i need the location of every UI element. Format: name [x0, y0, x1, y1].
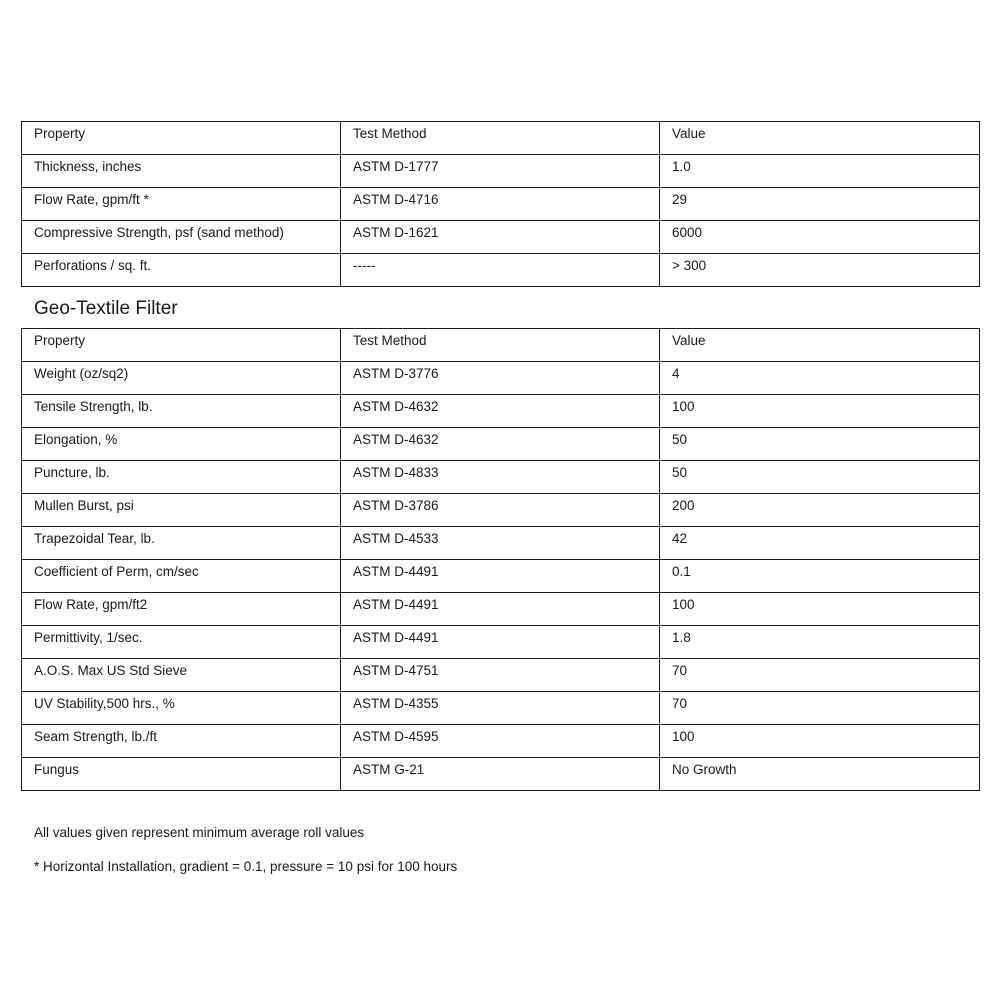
cell-test-method: ASTM D-3786: [341, 494, 660, 527]
cell-test-method: ASTM G-21: [341, 758, 660, 791]
cell-property: UV Stability,500 hrs., %: [22, 692, 341, 725]
cell-test-method: ASTM D-4355: [341, 692, 660, 725]
cell-value: 100: [660, 395, 980, 428]
table-row: [22, 155, 980, 188]
cell-value: 6000: [660, 221, 980, 254]
table-row: [22, 188, 980, 221]
table-row: [22, 494, 980, 527]
cell-property: Flow Rate, gpm/ft2: [22, 593, 341, 626]
cell-property: Thickness, inches: [22, 155, 341, 188]
cell-property: Permittivity, 1/sec.: [22, 626, 341, 659]
cell-test-method: ASTM D-4491: [341, 626, 660, 659]
footnote-horizontal-installation: * Horizontal Installation, gradient = 0.1, pressure = 10 psi for 100 hours: [34, 859, 458, 874]
cell-property: Fungus: [22, 758, 341, 791]
cell-test-method: ASTM D-4632: [341, 428, 660, 461]
table-row: [22, 626, 980, 659]
table-row: [22, 362, 980, 395]
cell-test-method: ASTM D-4632: [341, 395, 660, 428]
header-test-method: Test Method: [341, 122, 660, 155]
cell-test-method: ASTM D-4595: [341, 725, 660, 758]
cell-value: 200: [660, 494, 980, 527]
cell-test-method: ASTM D-1777: [341, 155, 660, 188]
properties-table-body: [22, 122, 980, 287]
table-row: [22, 692, 980, 725]
cell-test-method: ASTM D-4491: [341, 560, 660, 593]
cell-property: Seam Strength, lb./ft: [22, 725, 341, 758]
cell-value: 70: [660, 659, 980, 692]
cell-test-method: ASTM D-3776: [341, 362, 660, 395]
cell-test-method: ASTM D-4533: [341, 527, 660, 560]
cell-property: Compressive Strength, psf (sand method): [22, 221, 341, 254]
cell-property: Mullen Burst, psi: [22, 494, 341, 527]
cell-property: Weight (oz/sq2): [22, 362, 341, 395]
geotextile-filter-table: [21, 328, 980, 791]
cell-property: Perforations / sq. ft.: [22, 254, 341, 287]
cell-property: Puncture, lb.: [22, 461, 341, 494]
table-row: [22, 560, 980, 593]
cell-property: A.O.S. Max US Std Sieve: [22, 659, 341, 692]
cell-value: > 300: [660, 254, 980, 287]
cell-value: 0.1: [660, 560, 980, 593]
cell-value: 4: [660, 362, 980, 395]
table-row: [22, 659, 980, 692]
cell-test-method: ASTM D-4491: [341, 593, 660, 626]
table-row: [22, 725, 980, 758]
section-heading: Geo-Textile Filter: [34, 298, 178, 319]
cell-value: 1.0: [660, 155, 980, 188]
table-row: [22, 395, 980, 428]
cell-value: 100: [660, 725, 980, 758]
table-row: [22, 428, 980, 461]
table-row: [22, 254, 980, 287]
cell-test-method: ASTM D-4833: [341, 461, 660, 494]
table-row: [22, 527, 980, 560]
table-row: [22, 221, 980, 254]
header-value: Value: [660, 122, 980, 155]
cell-value: 50: [660, 461, 980, 494]
table-header-row: [22, 329, 980, 362]
cell-property: Flow Rate, gpm/ft *: [22, 188, 341, 221]
cell-property: Elongation, %: [22, 428, 341, 461]
cell-property: Trapezoidal Tear, lb.: [22, 527, 341, 560]
cell-test-method: ASTM D-4751: [341, 659, 660, 692]
table-header-row: [22, 122, 980, 155]
cell-value: 42: [660, 527, 980, 560]
cell-value: No Growth: [660, 758, 980, 791]
header-property: Property: [22, 122, 341, 155]
table-row: [22, 593, 980, 626]
table-row: [22, 461, 980, 494]
table-row: [22, 758, 980, 791]
cell-test-method: ASTM D-1621: [341, 221, 660, 254]
geotextile-filter-table-body: [22, 329, 980, 791]
cell-value: 1.8: [660, 626, 980, 659]
cell-value: 100: [660, 593, 980, 626]
cell-property: Tensile Strength, lb.: [22, 395, 341, 428]
cell-value: 50: [660, 428, 980, 461]
header-test-method: Test Method: [341, 329, 660, 362]
header-value: Value: [660, 329, 980, 362]
properties-table: [21, 121, 980, 287]
header-property: Property: [22, 329, 341, 362]
cell-value: 29: [660, 188, 980, 221]
cell-value: 70: [660, 692, 980, 725]
cell-test-method: ASTM D-4716: [341, 188, 660, 221]
cell-property: Coefficient of Perm, cm/sec: [22, 560, 341, 593]
footnote-minimum-values: All values given represent minimum average roll values: [34, 825, 365, 840]
cell-test-method: -----: [341, 254, 660, 287]
